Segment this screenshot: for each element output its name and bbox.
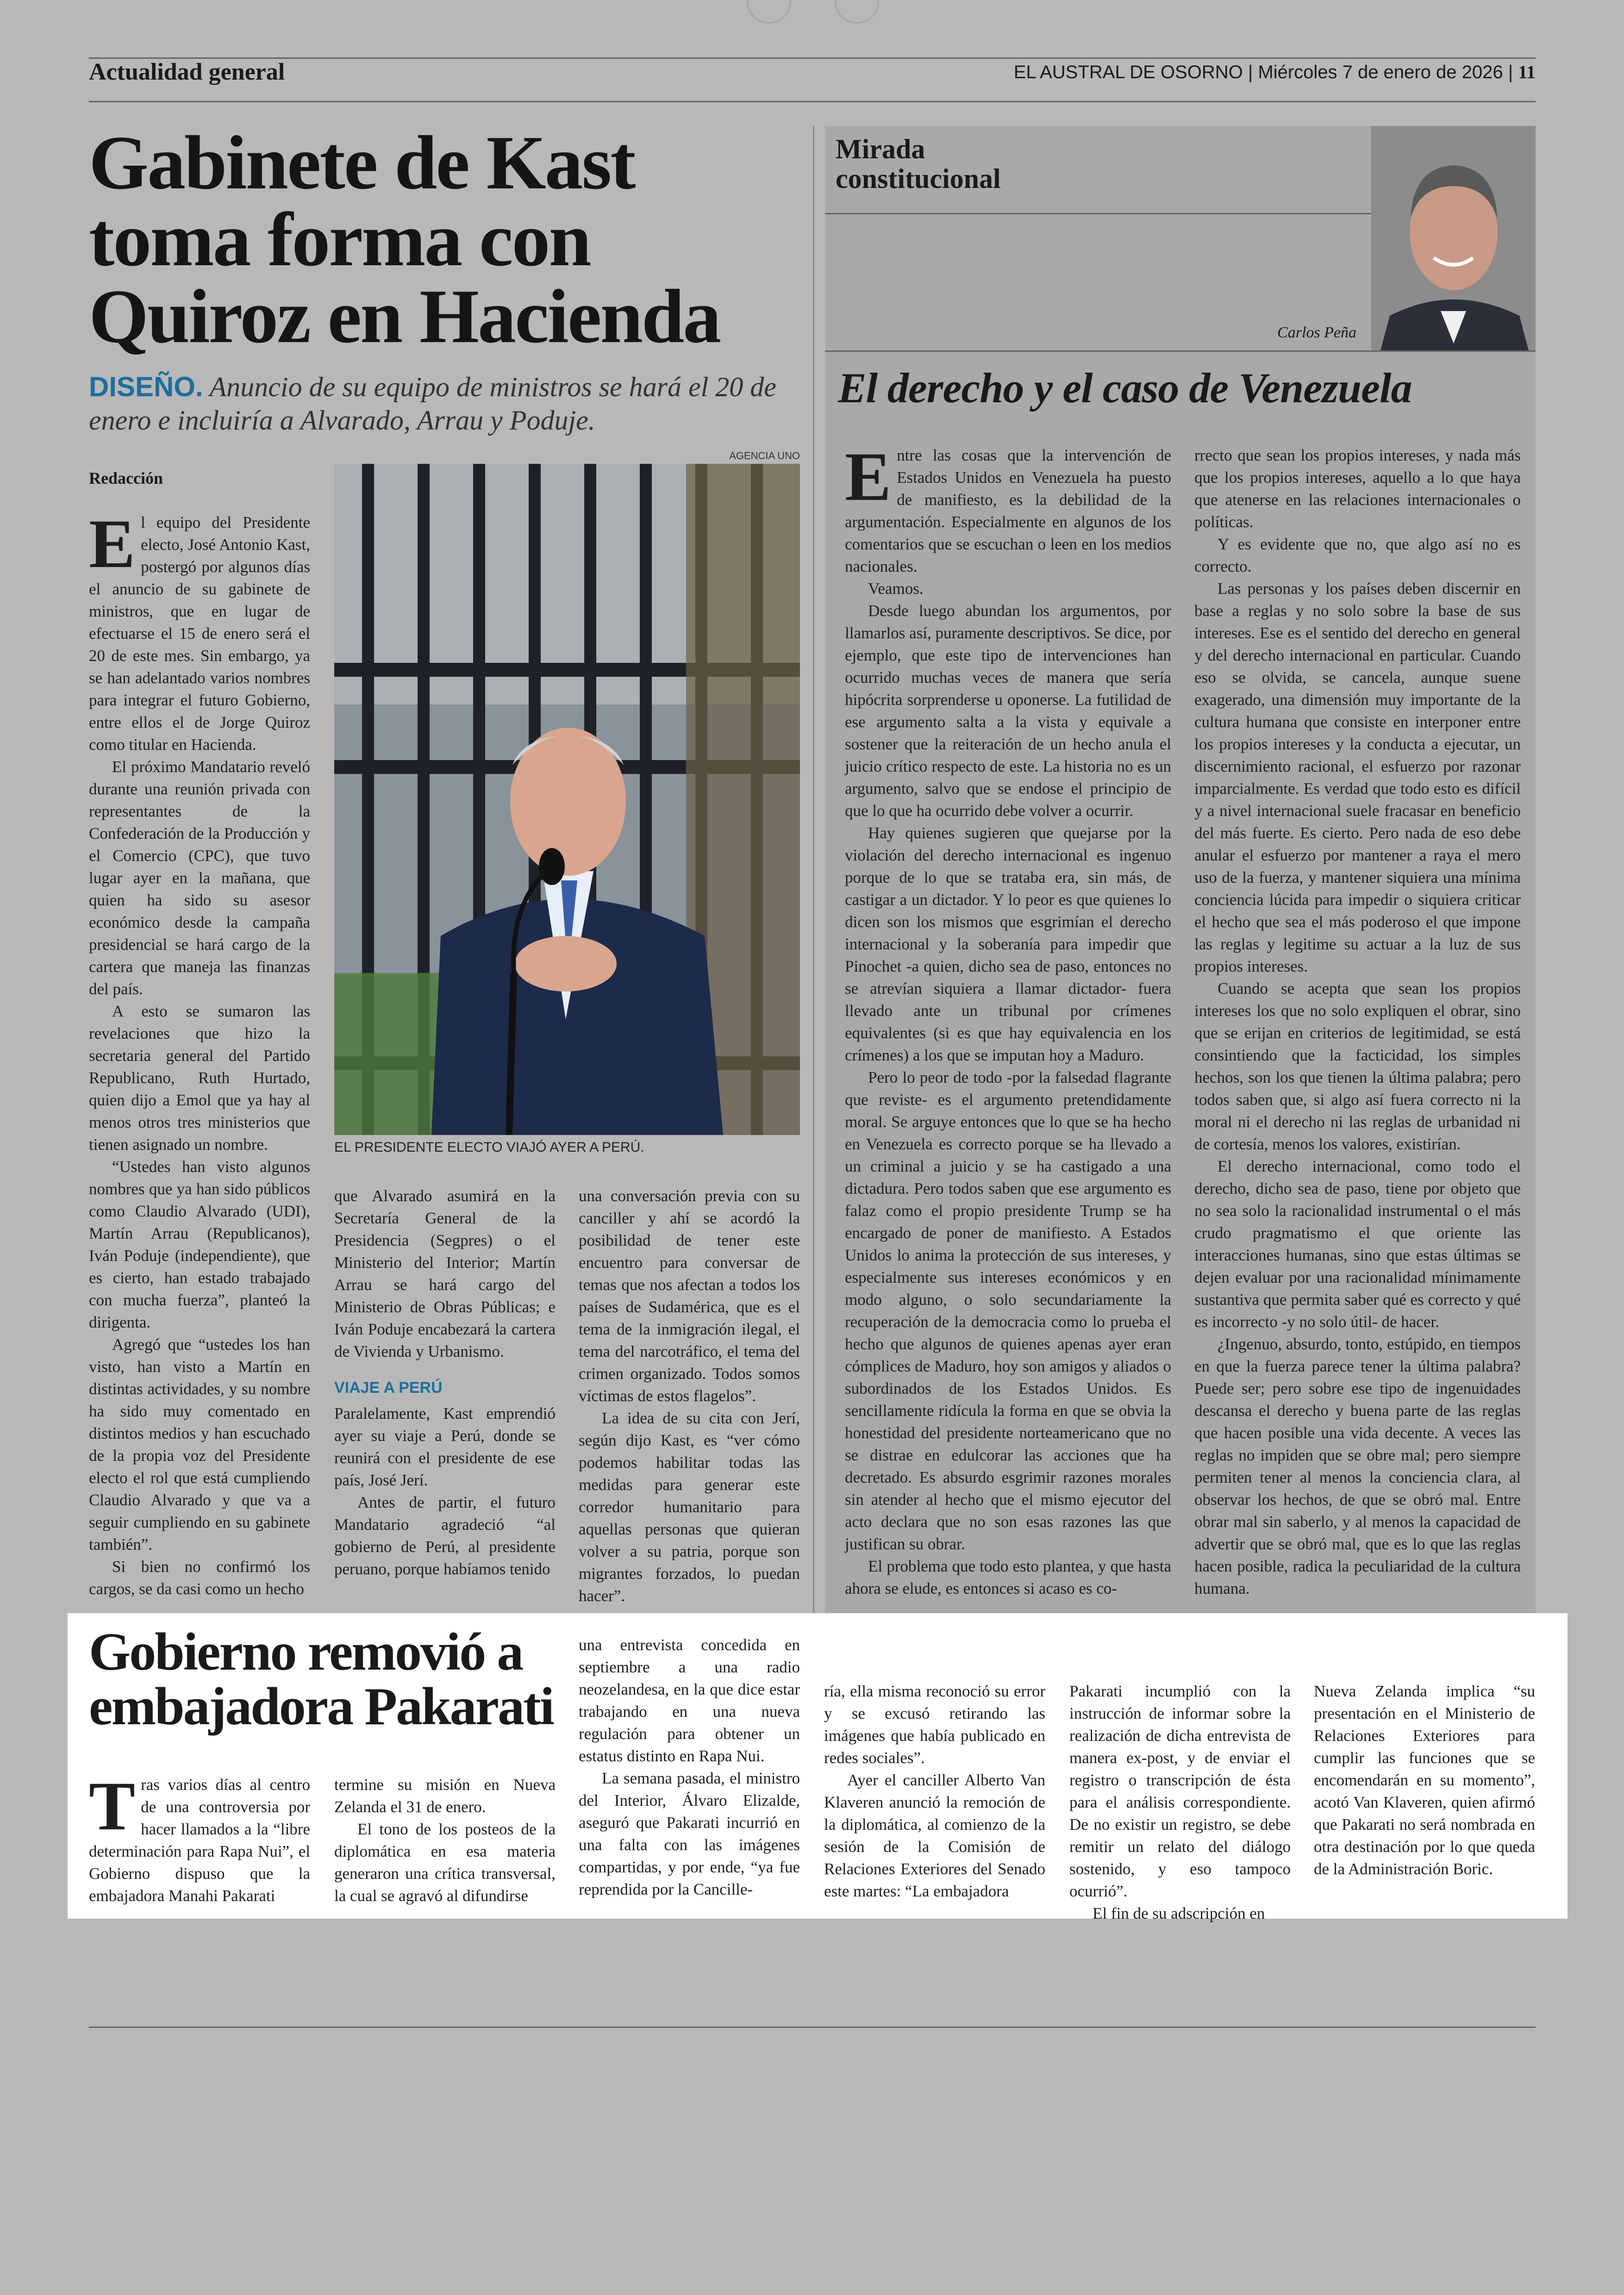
second-column-2 bbox=[334, 1774, 556, 1907]
footer-rule bbox=[89, 2027, 1536, 2028]
headline-line: Quiroz en Hacienda bbox=[89, 274, 720, 359]
paragraph: que Alvarado asumirá en la Secretaría General de la Presidencia (Segpres) o el Ministerio del Interior; Martín Arrau se hará cargo del Ministerio de Obras Públicas; e Iván Poduje encabezará la cartera de Vivienda y Urbanismo. bbox=[334, 1187, 556, 1360]
second-column-5 bbox=[1069, 1680, 1291, 1925]
dropcap: T bbox=[89, 1768, 136, 1845]
main-deck bbox=[89, 370, 802, 437]
header-masthead: EL AUSTRAL DE OSORNO | Miércoles 7 de enero de 2026 | 11 bbox=[1013, 62, 1536, 82]
paragraph: Desde luego abundan los argumentos, por llamarlos así, puramente descriptivos. Se dice, por ejemplo, que este tipo de intervenciones han ocurrido muchas veces de manera que sería hipócrita sorprenderse u oponerse. La futilidad de ese argumento salta a la vista y equivale a sostener que la reiteración de un hecho anula el juicio crítico respecto de este. La historia no es un argumento, salvo que se endose el principio de que lo que ha ocurrido debe volver a ocurrir. bbox=[845, 602, 1171, 820]
paragraph: Si bien no confirmó los cargos, se da casi como un hecho bbox=[89, 1558, 310, 1598]
second-headline bbox=[89, 1622, 575, 1736]
paragraph: termine su misión en Nueva Zelanda el 31 de enero. bbox=[334, 1776, 556, 1816]
paragraph: una entrevista concedida en septiembre a una radio neozelandesa, en la que dice estar trabajando en una nueva regulación para obtener un estatus distinto en Rapa Nui. bbox=[579, 1636, 800, 1765]
headline-line: toma forma con bbox=[89, 197, 590, 282]
paragraph: El tono de los posteos de la diplomática en esa materia generaron una crítica transversal, la cual se agravó al difundirse bbox=[334, 1820, 556, 1905]
main-column-2 bbox=[334, 1185, 556, 1580]
subhead-viaje-peru: VIAJE A PERÚ bbox=[334, 1379, 443, 1397]
photo-caption: EL PRESIDENTE ELECTO VIAJÓ AYER A PERÚ. bbox=[334, 1140, 644, 1155]
paragraph: Ayer el canciller Alberto Van Klaveren anunció la remoción de la diplomática, al comienzo de la sesión de la Comisión de Relaciones Exteriores del Senado este martes: “La embajadora bbox=[824, 1771, 1045, 1900]
second-column-3 bbox=[579, 1634, 800, 1901]
paragraph: “Ustedes han visto algunos nombres que ya han sido públicos como Claudio Alvarado (UDI), Martín Arrau (Republicanos), Iván Poduje (independiente), que es cierto, han estado trabajado con mucha fuerza”, planteó la dirigenta. bbox=[89, 1158, 310, 1331]
deck-text: Anuncio de su equipo de ministros se hará el 20 de enero e incluiría a Alvarado, Arrau y Poduje. bbox=[89, 372, 776, 436]
author-portrait-illustration bbox=[1371, 126, 1536, 350]
previous-page-button[interactable] bbox=[747, 0, 791, 24]
issue-date: Miércoles 7 de enero de 2026 bbox=[1258, 62, 1503, 82]
second-column-1 bbox=[89, 1768, 310, 1907]
paragraph: El derecho internacional, como todo el derecho, dicho sea de paso, tiene por objeto que no sea solo la racionalidad instrumental o el más crudo pragmatismo el que oriente las interacciones humanas, sino que estas últimas se dejen evaluar por una racionalidad mínimamente sustantiva que permita saber qué es correcto y qué es incorrecto -y no solo útil- de hacer. bbox=[1194, 1157, 1521, 1331]
paragraph: La semana pasada, el ministro del Interior, Álvaro Elizalde, aseguró que Pakarati incurrió en una falta con las imágenes compartidas, y por ende, “ya fue reprendida por la Cancille- bbox=[579, 1769, 800, 1898]
header-bottom-rule bbox=[89, 101, 1536, 102]
paragraph: Agregó que “ustedes los han visto, han visto a Martín en distintas actividades, y su nombre ha sido muy comentado en distintos medios y han escuchado de la propia voz del Presidente electo el rol que está cumpliendo Claudio Alvarado y que va a seguir cumpliendo en su gabinete también”. bbox=[89, 1335, 310, 1553]
opinion-section-label: Mirada constitucional bbox=[836, 134, 1001, 194]
author-name: Carlos Peña bbox=[1277, 324, 1356, 341]
photo-credit: AGENCIA UNO bbox=[729, 450, 800, 461]
dropcap: E bbox=[845, 438, 892, 515]
paragraph: Veamos. bbox=[868, 580, 924, 598]
main-headline bbox=[89, 120, 811, 359]
paragraph: Y es evidente que no, que algo así no es correcto. bbox=[1194, 535, 1521, 575]
section-label: Actualidad general bbox=[89, 59, 285, 85]
second-column-4 bbox=[824, 1680, 1045, 1902]
deck-tag: DISEÑO. bbox=[89, 371, 203, 402]
paragraph: El problema que todo esto plantea, y que hasta ahora se elude, es entonces si acaso es co- bbox=[845, 1557, 1171, 1597]
column-divider bbox=[813, 126, 814, 1616]
paragraph: La idea de su cita con Jerí, según dijo Kast, es “ver cómo podemos habilitar todas las medidas para generar este corredor humanitario para aquellas personas que quieran volver a su patria, porque son migrantes forzados, lo puedan hacer”. bbox=[579, 1409, 800, 1605]
headline-line: Gobierno removió a bbox=[89, 1622, 523, 1682]
paragraph: una conversación previa con su canciller y ahí se acordó la posibilidad de tener este encuentro para conversar de temas que nos afectan a todos los países de Sudamérica, que es el tema de la inmigración ilegal, el tema del narcotráfico, el tema del crimen organizado. Todos somos víctimas de estos flagelos”. bbox=[579, 1187, 800, 1405]
header-top-rule bbox=[89, 57, 1536, 59]
paragraph: ras varios días al centro de una controversia por hacer llamados a la “libre determinación para Rapa Nui”, el Gobierno dispuso que la embajadora Manahi Pakarati bbox=[89, 1776, 310, 1905]
paragraph: ría, ella misma reconoció su error y se excusó retirando las imágenes que había publicado en redes sociales”. bbox=[824, 1682, 1045, 1767]
headline-line: Gabinete de Kast bbox=[89, 120, 635, 205]
second-column-6 bbox=[1314, 1680, 1535, 1880]
paragraph: Nueva Zelanda implica “su presentación en el Ministerio de Relaciones Exteriores para cumplir las funciones que se encomendarán en su momento”, acotó Van Klaveren, quien afirmó que Pakarati no será nombrada en otra destinación por lo que queda de la Administración Boric. bbox=[1314, 1682, 1535, 1878]
kast-photo-illustration bbox=[334, 464, 800, 1135]
paragraph: Cuando se acepta que sean los propios intereses los que no solo expliquen el obrar, sino que se erijan en criterios de legitimidad, se está consintiendo que la facticidad, los simples hechos, son los que tienen la última palabra; pero todos saben que, si algo así fuera correcto ni la moral ni el derecho ni las reglas de urbanidad ni de cortesía, menos los valores, existirían. bbox=[1194, 979, 1521, 1153]
paragraph: ¿Ingenuo, absurdo, tonto, estúpido, en tiempos en que la fuerza parece tener la última palabra? Puede ser; pero sobre ese tipo de ingenuidades descansa el derecho y buena parte de las reglas que hacen posible una vida decente. A veces las reglas no impiden que se obre mal; pero siempre permiten tener al menos la conciencia clara, al observar los hechos, de que se obró mal. Entre obrar mal sin saberlo, y al menos la capacidad de advertir que se obró mal, que es lo que las reglas hacen posible, radica la peculiaridad de la cultura humana. bbox=[1194, 1335, 1521, 1597]
opinion-title: El derecho y el caso de Venezuela bbox=[838, 364, 1412, 412]
paragraph: Hay quienes sugieren que quejarse por la violación del derecho internacional es ingenuo porque de lo que se trataba era, sin más, de castigar a un dictador. Y lo peor es que quienes lo dicen son los mismos que esgrimían el derecho internacional y la soberanía para impedir que Pinochet -a quien, dicho sea de paso, entonces no se atrevían siquiera a llamar dictador- fuera llevado ante un tribunal por crímenes equivalentes (si es que hay equivalencia en los crímenes) a los que se imputan hoy a Maduro. bbox=[845, 824, 1171, 1064]
paragraph: Las personas y los países deben discernir en base a reglas y no solo sobre la base de sus intereses. Ese es el sentido del derecho en general y del derecho internacional en particular. Cuando eso se olvida, se cancela, aunque suene exagerado, una dimensión muy importante de la cultura humana que consiste en interponer entre los propios intereses y la conducta a ejecutar, un discernimiento racional, el esfuerzo por razonar imparcialmente. Es verdad que todo esto es difícil y a nivel internacional suele fracasar en beneficio del más fuerte. Es cierto. Pero nada de eso debe anular el esfuerzo por mantener a raya el mero uso de la fuerza, y mantener siquiera una mínima conciencia lúcida para impedir o siquiera criticar el hecho que sea el más poderoso el que impone las reglas y legitime su actuar a la luz de sus propios intereses. bbox=[1194, 580, 1521, 975]
paragraph: Pakarati incumplió con la instrucción de informar sobre la realización de dicha entrevista de manera ex-post, y de enviar el registro o transcripción de ésta para el análisis correspondiente. De no existir un registro, se debe remitir un relato del diálogo sostenido, y eso tampoco ocurrió”. bbox=[1069, 1682, 1291, 1900]
paragraph: rrecto que sean los propios intereses, y nada más que los propios intereses, aquello a lo que haya que atenerse en las relaciones internacionales o políticas. bbox=[1194, 446, 1521, 531]
next-page-button[interactable] bbox=[835, 0, 879, 24]
paragraph: El próximo Mandatario reveló durante una reunión privada con representantes de la Confederación de la Producción y el Comercio (CPC), que tuvo lugar ayer en la mañana, que quien ha sido su asesor económico desde la campaña presidencial se hará cargo de la cartera que maneja las finanzas del país. bbox=[89, 758, 310, 998]
opinion-title-rule bbox=[825, 350, 1536, 352]
paragraph: l equipo del Presidente electo, José Antonio Kast, postergó por algunos días el anuncio de su gabinete de ministros, que en lugar de efectuarse el 15 de enero será el 20 de este mes. Sin embargo, ya se han adelantado varios nombres para integrar el futuro Gobierno, entre ellos el de Jorge Quiroz como titular en Hacienda. bbox=[89, 513, 310, 754]
paragraph: Antes de partir, el futuro Mandatario agradeció “al gobierno de Perú, al presidente peruano, porque habíamos tenido bbox=[334, 1493, 556, 1578]
author-portrait bbox=[1371, 126, 1536, 350]
paragraph: ntre las cosas que la intervención de Estados Unidos en Venezuela ha puesto de manifiesto, es la debilidad de la argumentación. Especialmente en algunos de los comentarios que se escuchan o leen en los medios nacionales. bbox=[845, 446, 1171, 575]
opinion-column-2 bbox=[1194, 444, 1521, 1600]
main-column-3 bbox=[579, 1185, 800, 1607]
headline-line: embajadora Pakarati bbox=[89, 1677, 553, 1736]
opinion-column-1 bbox=[845, 438, 1171, 1600]
paragraph: El fin de su adscripción en bbox=[1093, 1904, 1265, 1922]
paragraph: Pero lo peor de todo -por la falsedad flagrante que reviste- es el argumento pretendidamente moral. Se arguye entonces que lo que se ha hecho en Venezuela es correcto porque se ha llevado a un criminal a juicio y se ha castigado a una dictadura. Pero todos saben que ese argumento es falaz como el propio presidente Trump se ha encargado de poner de manifiesto. A Estados Unidos lo anima la protección de sus intereses, y especialmente sus intereses económicos y en modo alguno, o solo secundariamente la recuperación de la democracia como lo prueba el hecho que algunos de quienes apenas ayer eran cómplices de Maduro, hoy son amigos y aliados o subordinados de los Estados Unidos. Es sencillamente ridícula la forma en que se obvia la honestidad del presidente norteamericano que no se distrae en edulcorar las acciones que ha decretado. Es absurdo esgrimir razones morales sin atender al hecho que el mismo ejecutor del acto declara que no son esas razones las que justifican su obrar. bbox=[845, 1068, 1171, 1553]
byline: Redacción bbox=[89, 469, 163, 487]
main-column-1 bbox=[89, 505, 310, 1600]
paragraph: A esto se sumaron las revelaciones que hizo la secretaria general del Partido Republicano, Ruth Hurtado, quien dijo a Emol que ya hay al menos otros tres ministerios que tienen asignado un nombre. bbox=[89, 1002, 310, 1154]
kast-photo bbox=[334, 464, 800, 1135]
page-number: 11 bbox=[1518, 62, 1536, 82]
dropcap: E bbox=[89, 505, 136, 582]
opinion-label-rule bbox=[825, 213, 1371, 214]
paragraph: Paralelamente, Kast emprendió ayer su viaje a Perú, donde se reunirá con el presidente de ese país, José Jerí. bbox=[334, 1404, 556, 1489]
paper-name: EL AUSTRAL DE OSORNO bbox=[1013, 62, 1243, 82]
